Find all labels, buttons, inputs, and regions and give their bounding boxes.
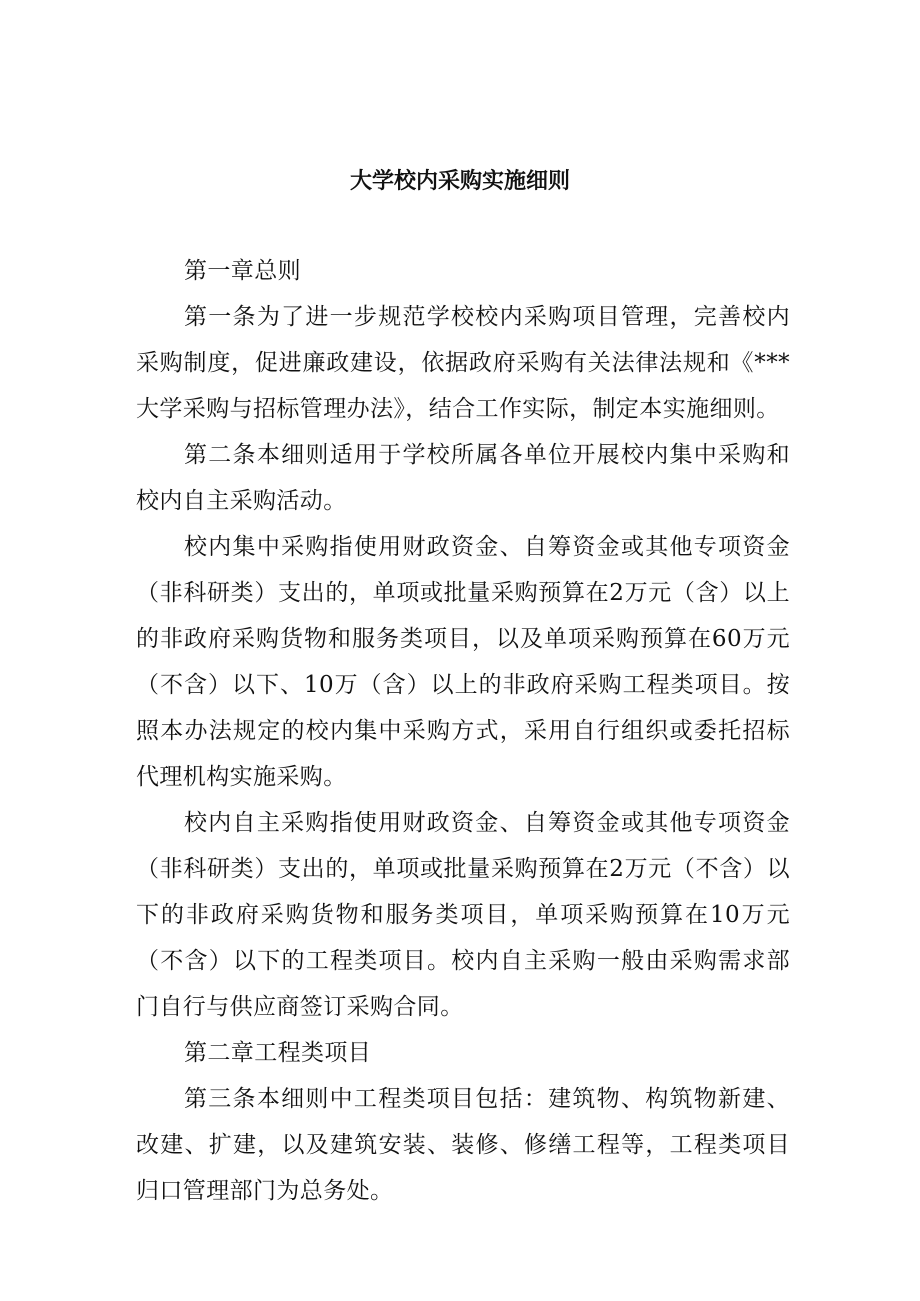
article-3-paragraph: 第三条本细则中工程类项目包括：建筑物、构筑物新建、改建、扩建，以及建筑安装、装修、修缮工程等，工程类项目归口管理部门为总务处。 [136,1086,790,1204]
centralized-procurement-paragraph: 校内集中采购指使用财政资金、自筹资金或其他专项资金（非科研类）支出的，单项或批量采购预算在2万元（含）以上的非政府采购货物和服务类项目，以及单项采购预算在60万元（不含）以下、10万（含）以上的非政府采购工程类项目。按照本办法规定的校内集中采购方式，采用自行组织或委托招标代理机构实施采购。 [136,534,790,790]
article-1-paragraph: 第一条为了进一步规范学校校内采购项目管理，完善校内采购制度，促进廉政建设，依据政府采购有关法律法规和《***大学采购与招标管理办法》，结合工作实际，制定本实施细则。 [136,304,790,422]
document-body [136,248,790,1214]
article-2-paragraph: 第二条本细则适用于学校所属各单位开展校内集中采购和校内自主采购活动。 [136,442,790,514]
chapter-heading-2: 第二章工程类项目 [184,1040,372,1066]
document-title: 大学校内采购实施细则 [349,168,570,194]
self-procurement-paragraph: 校内自主采购指使用财政资金、自筹资金或其他专项资金（非科研类）支出的，单项或批量采购预算在2万元（不含）以下的非政府采购货物和服务类项目，单项采购预算在10万元（不含）以下的工程类项目。校内自主采购一般由采购需求部门自行与供应商签订采购合同。 [136,810,790,1020]
chapter-heading-1: 第一章总则 [184,258,301,284]
